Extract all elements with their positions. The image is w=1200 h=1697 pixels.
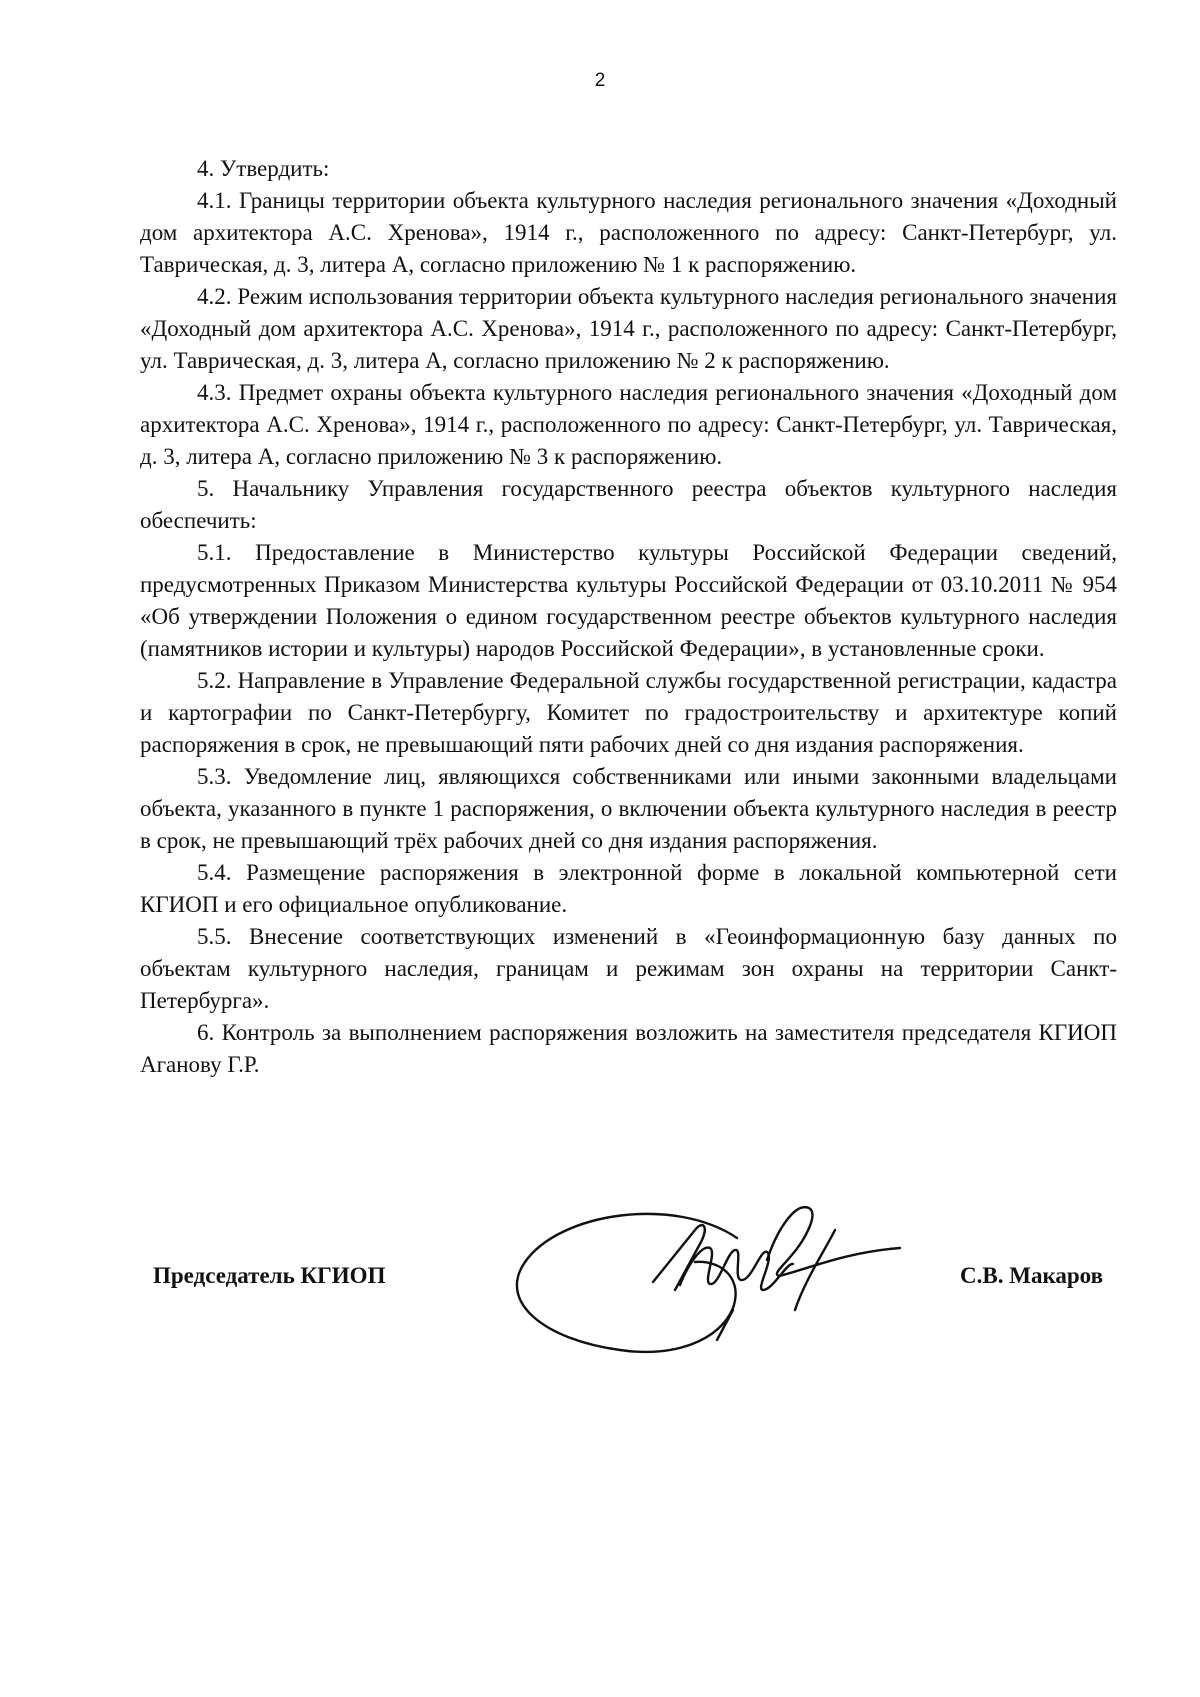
paragraph-6: 6. Контроль за выполнением распоряжения возложить на заместителя председателя КГИОП Аганову Г.Р.: [140, 1020, 1117, 1077]
paragraph-5-3: 5.3. Уведомление лиц, являющихся собственниками или иными законными владельцами объекта, указанного в пункте 1 распоряжения, о включении объекта культурного наследия в реестр в срок, не превышающий трёх рабочих дней со дня издания распоряжения.: [140, 764, 1117, 853]
paragraph-5: 5. Начальнику Управления государственного реестра объектов культурного наследия обеспечить:: [140, 476, 1117, 533]
paragraph-5-1: 5.1. Предоставление в Министерство культуры Российской Федерации сведений, предусмотренных Приказом Министерства культуры Российской Федерации от 03.10.2011 № 954 «Об утверждении Положения о едином государственном реестре объектов культурного наследия (памятников истории и культуры) народов Российской Федерации», в установленные сроки.: [140, 540, 1117, 661]
page-number: 2: [594, 70, 606, 91]
document-body: [140, 153, 1117, 1081]
paragraph-5-5: 5.5. Внесение соответствующих изменений в «Геоинформационную базу данных по объектам культурного наследия, границам и режимам зон охраны на территории Санкт-Петербурга».: [140, 924, 1117, 1013]
paragraph-5-2: 5.2. Направление в Управление Федеральной службы государственной регистрации, кадастра и картографии по Санкт-Петербургу, Комитет по градостроительству и архитектуре копий распоряжения в срок, не превышающий пяти рабочих дней со дня издания распоряжения.: [140, 668, 1117, 757]
paragraph-4-2: 4.2. Режим использования территории объекта культурного наследия регионального значения «Доходный дом архитектора А.С. Хренова», 1914 г., расположенного по адресу: Санкт-Петербург, ул. Таврическая, д. 3, литера А, согласно приложению № 2 к распоряжению.: [140, 284, 1117, 373]
signatory-name: С.В. Макаров: [960, 1263, 1103, 1288]
paragraph-4-1: 4.1. Границы территории объекта культурного наследия регионального значения «Доходный дом архитектора А.С. Хренова», 1914 г., расположенного по адресу: Санкт-Петербург, ул. Таврическая, д. 3, литера А, согласно приложению № 1 к распоряжению.: [140, 188, 1117, 277]
paragraph-4-3: 4.3. Предмет охраны объекта культурного наследия регионального значения «Доходный дом архитектора А.С. Хренова», 1914 г., расположенного по адресу: Санкт-Петербург, ул. Таврическая, д. 3, литера А, согласно приложению № 3 к распоряжению.: [140, 380, 1117, 469]
signatory-title: Председатель КГИОП: [153, 1263, 386, 1288]
paragraph-5-4: 5.4. Размещение распоряжения в электронной форме в локальной компьютерной сети КГИОП и его официальное опубликование.: [140, 860, 1117, 917]
paragraph-4: 4. Утвердить:: [197, 156, 330, 181]
handwritten-signature: [505, 1190, 975, 1380]
